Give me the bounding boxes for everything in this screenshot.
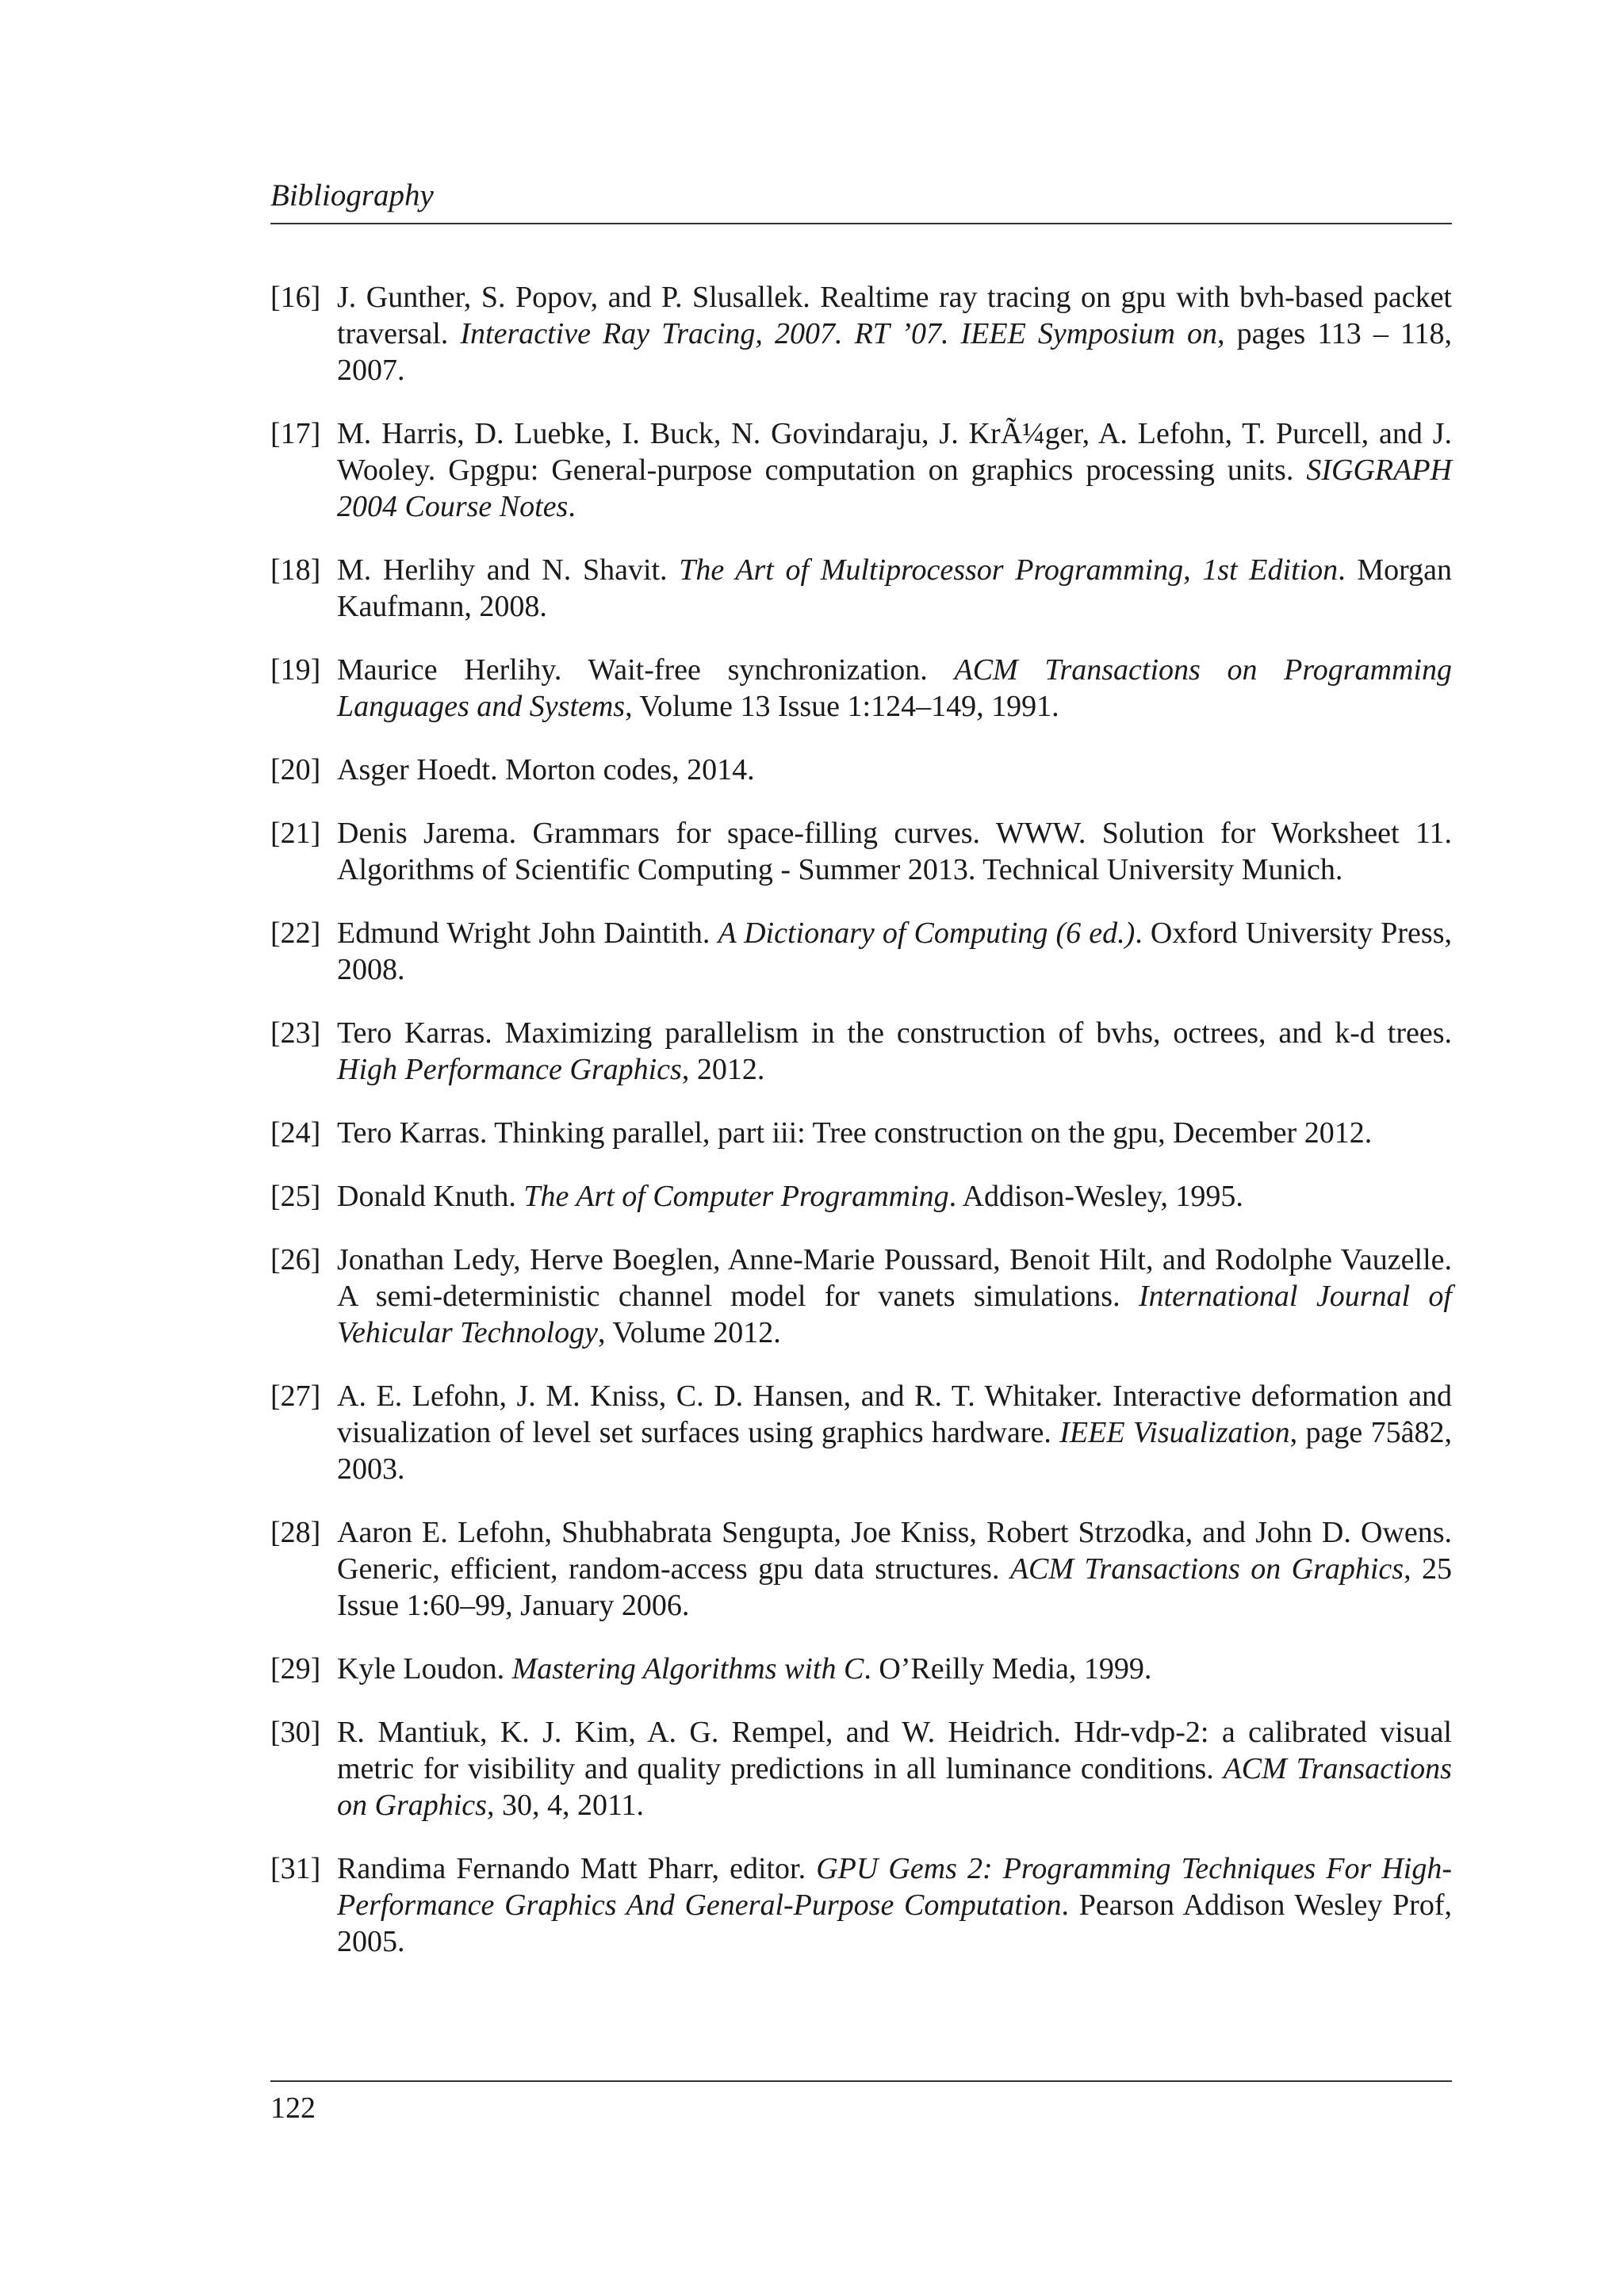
footer-rule [270,2080,1452,2082]
reference-entry [270,1015,1452,1088]
reference-venue: GPU Gems 2: Programming Techniques For High-Performance Graphics And General-Purpose Computation [337,1852,1452,1922]
reference-segment: A. E. Lefohn, J. M. Kniss, C. D. Hansen, and R. T. Whitaker. Interactive deformation and visualization of level set surfaces using graphics hardware. [337,1380,1452,1449]
reference-entry [270,1651,1452,1687]
reference-number: [25] [270,1180,321,1213]
reference-segment: M. Herlihy and N. Shavit. [337,553,680,587]
reference-segment: Kyle Loudon. [337,1652,512,1686]
reference-text [337,1242,1452,1351]
reference-text [337,1714,1452,1823]
reference-venue: Interactive Ray Tracing, 2007. RT ’07. IEEE Symposium on [460,317,1218,350]
reference-entry [270,279,1452,388]
reference-segment: . Morgan Kaufmann, 2008. [337,553,1453,623]
reference-text [337,652,1452,725]
reference-text [337,552,1452,625]
reference-segment: Tero Karras. Thinking parallel, part iii: Tree construction on the gpu, December 2012. [337,1116,1373,1150]
reference-venue: Mastering Algorithms with C [511,1652,864,1686]
reference-venue: The Art of Multiprocessor Programming, 1st Edition [679,553,1339,587]
reference-number: [26] [270,1243,321,1276]
reference-venue: High Performance Graphics [337,1053,682,1086]
reference-segment: J. Gunther, S. Popov, and P. Slusallek. Realtime ray tracing on gpu with bvh-based packet traversal. [337,281,1452,350]
reference-segment: . Pearson Addison Wesley Prof, 2005. [337,1888,1452,1958]
reference-segment: . O’Reilly Media, 1999. [864,1652,1152,1686]
reference-segment: . Oxford University Press, 2008. [337,916,1453,986]
reference-number: [21] [270,817,321,850]
reference-venue: ACM Transactions on Programming Languages and Systems [337,653,1452,723]
reference-number: [16] [270,281,321,314]
reference-entry [270,915,1452,988]
reference-segment: Maurice Herlihy. Wait-free synchronization. [337,653,955,687]
reference-entry [270,1714,1452,1823]
reference-segment: , page 75â82, 2003. [337,1416,1452,1486]
reference-segment: Donald Knuth. [337,1180,524,1213]
reference-entry [270,1514,1452,1624]
reference-segment: Tero Karras. Maximizing parallelism in the construction of bvhs, octrees, and k-d trees. [337,1016,1452,1050]
reference-number: [23] [270,1016,321,1050]
reference-text [337,915,1452,988]
reference-number: [31] [270,1852,321,1885]
reference-entry [270,1378,1452,1487]
reference-venue: ACM Transactions on Graphics [1009,1552,1404,1586]
reference-entry [270,552,1452,625]
reference-text [337,1015,1452,1088]
reference-number: [19] [270,653,321,687]
reference-number: [20] [270,753,321,786]
reference-entry [270,1115,1452,1151]
reference-segment: , Volume 2012. [597,1316,781,1349]
reference-text [337,1514,1452,1624]
reference-number: [18] [270,553,321,587]
reference-segment: , Volume 13 Issue 1:124–149, 1991. [625,690,1059,723]
reference-segment: , 30, 4, 2011. [486,1789,645,1822]
reference-number: [17] [270,417,321,450]
reference-segment: Aaron E. Lefohn, Shubhabrata Sengupta, Joe Kniss, Robert Strzodka, and John D. Owens. Generic, efficient, random-access gpu data structures. [337,1516,1452,1586]
reference-segment: . [568,490,576,523]
reference-list [270,279,1452,1960]
running-header-title: Bibliography [270,178,434,212]
reference-venue: International Journal of Vehicular Technology [337,1280,1452,1349]
reference-entry [270,1178,1452,1215]
reference-venue: A Dictionary of Computing (6 ed.) [718,916,1136,950]
reference-number: [24] [270,1116,321,1150]
reference-segment: Jonathan Ledy, Herve Boeglen, Anne-Marie Poussard, Benoit Hilt, and Rodolphe Vauzelle. A semi-deterministic channel model for vanets simulations. [337,1243,1452,1313]
reference-entry [270,1850,1452,1960]
header-rule [270,223,1452,224]
reference-text [337,752,1452,788]
reference-segment: Asger Hoedt. Morton codes, 2014. [337,753,755,786]
reference-segment: M. Harris, D. Luebke, I. Buck, N. Govindaraju, J. KrÃ¼ger, A. Lefohn, T. Purcell, and J. Wooley. Gpgpu: General-purpose computation on graphics processing units. [337,417,1452,487]
reference-text [337,279,1452,388]
reference-text [337,1115,1452,1151]
reference-number: [28] [270,1516,321,1549]
reference-segment: , 25 Issue 1:60–99, January 2006. [337,1552,1452,1622]
reference-entry [270,815,1452,888]
reference-entry [270,752,1452,788]
reference-number: [30] [270,1716,321,1749]
reference-segment: , 2012. [681,1053,765,1086]
reference-segment: R. Mantiuk, K. J. Kim, A. G. Rempel, and W. Heidrich. Hdr-vdp-2: a calibrated visual metric for visibility and quality predictions in all luminance conditions. [337,1716,1452,1785]
reference-venue: The Art of Computer Programming [523,1180,949,1213]
reference-segment: Randima Fernando Matt Pharr, editor. [337,1852,817,1885]
reference-entry [270,652,1452,725]
reference-number: [22] [270,916,321,950]
reference-number: [27] [270,1380,321,1413]
reference-segment: , pages 113 – 118, 2007. [337,317,1453,387]
reference-entry [270,415,1452,525]
reference-number: [29] [270,1652,321,1686]
reference-text [337,415,1452,525]
reference-segment: Denis Jarema. Grammars for space-filling curves. WWW. Solution for Worksheet 11. Algorithms of Scientific Computing - Summer 2013. Technical University Munich. [337,817,1452,886]
reference-segment: Edmund Wright John Daintith. [337,916,718,950]
reference-venue: IEEE Visualization [1059,1416,1290,1449]
reference-text [337,1651,1452,1687]
reference-venue: ACM Transactions on Graphics [337,1752,1452,1822]
reference-text [337,815,1452,888]
reference-venue: SIGGRAPH 2004 Course Notes [337,453,1452,523]
reference-text [337,1178,1452,1215]
reference-segment: . Addison-Wesley, 1995. [948,1180,1243,1213]
reference-entry [270,1242,1452,1351]
reference-text [337,1378,1452,1487]
reference-text [337,1850,1452,1960]
page-number: 122 [270,2091,316,2125]
